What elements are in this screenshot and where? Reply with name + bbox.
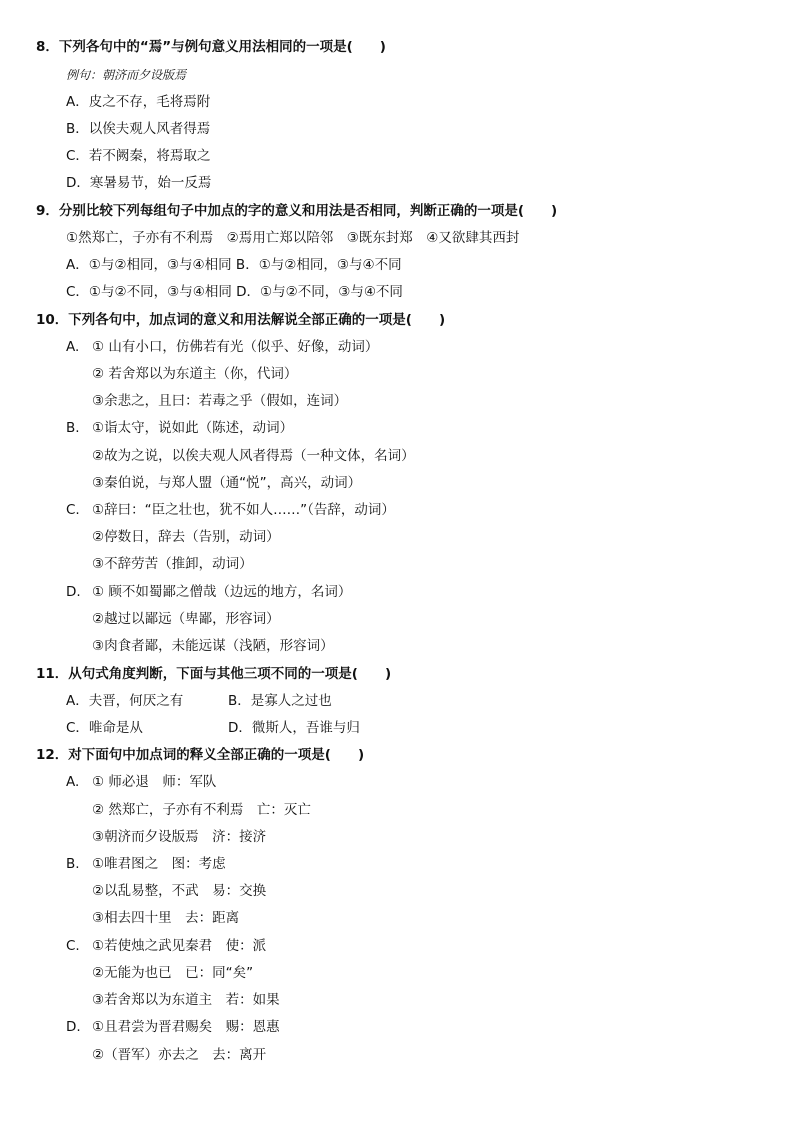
q10-option-d-item2: ②越过以鄙远（卑鄙，形容词） (92, 611, 280, 627)
q8-stem: 8．下列各句中的“焉”与例句意义用法相同的一项是( ) (36, 39, 386, 55)
q10-option-c-item1: ①辞曰：“臣之壮也，犹不如人……”（告辞，动词） (92, 502, 395, 518)
q12-option-b-letter: B. (66, 856, 80, 872)
q11-option-d: D．微斯人，吾谁与归 (228, 720, 360, 736)
q12-option-c-letter: C. (66, 938, 80, 954)
q8-option-a: A．皮之不存，毛将焉附 (66, 94, 211, 110)
q8-option-c: C．若不阙秦，将焉取之 (66, 148, 211, 164)
q10-option-b-item2: ②故为之说，以俟夫观人风者得焉（一种文体，名词） (92, 448, 415, 464)
q10-option-c-item3: ③不辞劳苦（推卸，动词） (92, 556, 253, 572)
q10-stem: 10．下列各句中，加点词的意义和用法解说全部正确的一项是( ) (36, 312, 446, 328)
q10-option-b-letter: B. (66, 420, 80, 436)
q10-option-d-letter: D. (66, 584, 81, 600)
q10-option-a-letter: A. (66, 339, 80, 355)
q12-option-b-item2: ②以乱易整，不武 易：交换 (92, 883, 267, 899)
q12-option-a-item3: ③朝济而夕设版焉 济：接济 (92, 829, 267, 845)
q10-option-d-item3: ③肉食者鄙，未能远谋（浅陋，形容词） (92, 638, 334, 654)
q12-option-d-letter: D. (66, 1019, 81, 1035)
q12-option-d-item2: ②（晋军）亦去之 去：离开 (92, 1047, 267, 1063)
q8-option-d: D．寒暑易节，始一反焉 (66, 175, 212, 191)
q11-option-a: A．夫晋，何厌之有 (66, 693, 184, 709)
q12-option-c-item2: ②无能为也已 已：同“矣” (92, 965, 254, 981)
q12-option-b-item1: ①唯君图之 图：考虑 (92, 856, 226, 872)
q12-option-a-item1: ① 师必退 师：军队 (92, 774, 217, 790)
q10-option-a-item2: ② 若舍郑以为东道主（你，代词） (92, 366, 298, 382)
q10-option-d-item1: ① 顾不如蜀鄙之僧哉（边远的地方，名词） (92, 584, 352, 600)
q11-option-c: C．唯命是从 (66, 720, 143, 736)
q9-sentences: ①然郑亡，子亦有不利焉 ②焉用亡郑以陪邻 ③既东封郑 ④又欲肆其西封 (66, 230, 520, 246)
q12-option-d-item1: ①且君尝为晋君赐矣 赐：恩惠 (92, 1019, 280, 1035)
q12-stem: 12．对下面句中加点词的释义全部正确的一项是( ) (36, 747, 365, 763)
q12-option-b-item3: ③相去四十里 去：距离 (92, 910, 240, 926)
q9-stem: 9．分别比较下列每组句子中加点的字的意义和用法是否相同，判断正确的一项是( ) (36, 203, 558, 219)
q11-stem: 11．从句式角度判断，下面与其他三项不同的一项是( ) (36, 666, 392, 682)
q9-options-cd: C．①与②不同，③与④相同 D．①与②不同，③与④不同 (66, 284, 403, 300)
q9-options-ab: A．①与②相同，③与④相同 B．①与②相同，③与④不同 (66, 257, 402, 273)
q8-example: 例句：朝济而夕设版焉 (66, 68, 187, 82)
q10-option-a-item3: ③余悲之，且曰：若毒之乎（假如，连词） (92, 393, 348, 409)
q12-option-c-item1: ①若使烛之武见秦君 使：派 (92, 938, 267, 954)
q10-option-c-item2: ②停数日，辞去（告别，动词） (92, 529, 280, 545)
q10-option-a-item1: ① 山有小口，仿佛若有光（似乎、好像，动词） (92, 339, 379, 355)
q10-option-b-item1: ①诣太守，说如此（陈述，动词） (92, 420, 294, 436)
q10-option-c-letter: C. (66, 502, 80, 518)
q11-option-b: B．是寡人之过也 (228, 693, 332, 709)
q10-option-b-item3: ③秦伯说，与郑人盟（通“悦”，高兴，动词） (92, 475, 362, 491)
q12-option-a-item2: ② 然郑亡，子亦有不利焉 亡：灭亡 (92, 802, 311, 818)
q12-option-a-letter: A. (66, 774, 80, 790)
q8-option-b: B．以俟夫观人风者得焉 (66, 121, 211, 137)
q12-option-c-item3: ③若舍郑以为东道主 若：如果 (92, 992, 280, 1008)
